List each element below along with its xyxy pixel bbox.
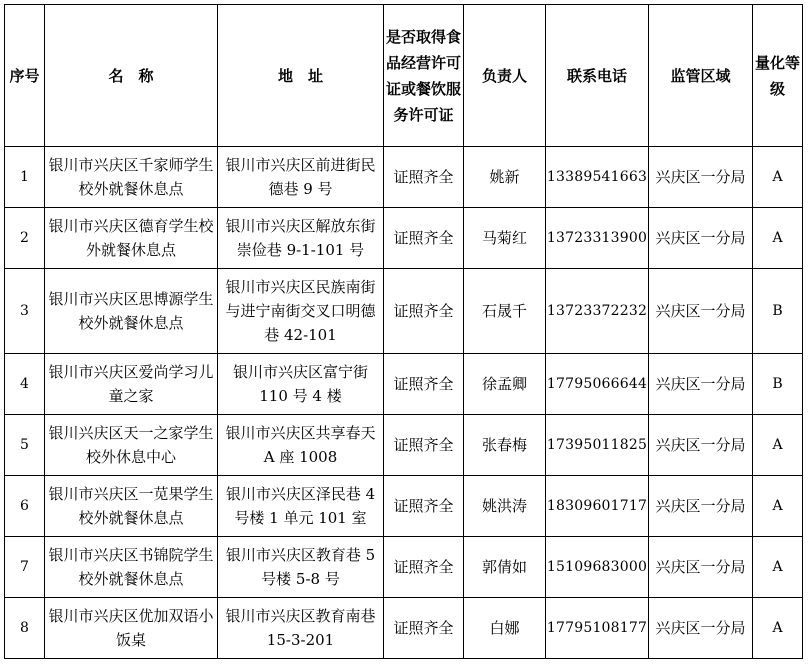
header-name: 名 称 — [45, 5, 218, 147]
cell-address: 银川市兴庆区泽民巷 4 号楼 1 单元 101 室 — [218, 476, 384, 537]
cell-person: 徐孟卿 — [464, 354, 546, 415]
cell-address: 银川市兴庆区教育巷 5 号楼 5-8 号 — [218, 537, 384, 598]
cell-phone: 17395011825 — [546, 415, 649, 476]
header-person: 负责人 — [464, 5, 546, 147]
cell-region: 兴庆区一分局 — [649, 476, 753, 537]
cell-license: 证照齐全 — [384, 354, 464, 415]
table-row — [5, 269, 803, 354]
header-index: 序号 — [5, 5, 45, 147]
cell-grade: A — [753, 415, 803, 476]
header-phone: 联系电话 — [546, 5, 649, 147]
cell-index: 6 — [5, 476, 45, 537]
cell-region: 兴庆区一分局 — [649, 147, 753, 208]
table-row — [5, 208, 803, 269]
cell-person: 姚新 — [464, 147, 546, 208]
cell-address: 银川市兴庆区解放东街崇俭巷 9-1-101 号 — [218, 208, 384, 269]
cell-license: 证照齐全 — [384, 269, 464, 354]
header-license — [384, 5, 464, 147]
cell-person: 郭倩如 — [464, 537, 546, 598]
table-row — [5, 354, 803, 415]
cell-license: 证照齐全 — [384, 537, 464, 598]
cell-grade: A — [753, 208, 803, 269]
cell-index: 5 — [5, 415, 45, 476]
cell-phone: 13723313900 — [546, 208, 649, 269]
cell-region: 兴庆区一分局 — [649, 354, 753, 415]
cell-index: 2 — [5, 208, 45, 269]
cell-name: 银川市兴庆区爱尚学习儿童之家 — [45, 354, 218, 415]
cell-name: 银川市兴庆区德育学生校外就餐休息点 — [45, 208, 218, 269]
cell-address: 银川市兴庆区前进街民德巷 9 号 — [218, 147, 384, 208]
cell-phone: 17795066644 — [546, 354, 649, 415]
table-row — [5, 415, 803, 476]
cell-grade: A — [753, 537, 803, 598]
cell-region: 兴庆区一分局 — [649, 537, 753, 598]
cell-person: 白娜 — [464, 598, 546, 659]
cell-grade: A — [753, 147, 803, 208]
cell-person: 姚洪涛 — [464, 476, 546, 537]
cell-phone: 13389541663 — [546, 147, 649, 208]
cell-address: 银川市兴庆区民族南街与进宁南街交叉口明德巷 42-101 — [218, 269, 384, 354]
cell-person: 马菊红 — [464, 208, 546, 269]
header-license-label: 是否取得食品经营许可证或餐饮服务许可证 — [385, 27, 461, 124]
cell-grade: B — [753, 354, 803, 415]
header-grade — [753, 5, 803, 147]
cell-index: 8 — [5, 598, 45, 659]
cell-name: 银川市兴庆区一苋果学生校外就餐休息点 — [45, 476, 218, 537]
cell-name: 银川市兴庆区千家师学生校外就餐休息点 — [45, 147, 218, 208]
cell-region: 兴庆区一分局 — [649, 269, 753, 354]
header-grade-label: 量化等级 — [754, 53, 800, 98]
header-region: 监管区域 — [649, 5, 753, 147]
cell-index: 1 — [5, 147, 45, 208]
cell-license: 证照齐全 — [384, 415, 464, 476]
cell-region: 兴庆区一分局 — [649, 415, 753, 476]
cell-address: 银川市兴庆区共享春天 A 座 1008 — [218, 415, 384, 476]
table-row — [5, 598, 803, 659]
cell-index: 7 — [5, 537, 45, 598]
cell-name: 银川市兴庆区优加双语小饭桌 — [45, 598, 218, 659]
cell-person: 石晟千 — [464, 269, 546, 354]
cell-license: 证照齐全 — [384, 476, 464, 537]
header-row — [5, 5, 803, 147]
licensed-venue-table — [4, 4, 803, 659]
cell-address: 银川市兴庆区教育南巷 15-3-201 — [218, 598, 384, 659]
header-address: 地 址 — [218, 5, 384, 147]
cell-name: 银川市兴庆区书锦院学生校外就餐休息点 — [45, 537, 218, 598]
table-row — [5, 147, 803, 208]
cell-name: 银川市兴庆区思博源学生校外就餐休息点 — [45, 269, 218, 354]
cell-grade: A — [753, 598, 803, 659]
cell-phone: 18309601717 — [546, 476, 649, 537]
cell-phone: 17795108177 — [546, 598, 649, 659]
table-row — [5, 476, 803, 537]
cell-license: 证照齐全 — [384, 598, 464, 659]
cell-person: 张春梅 — [464, 415, 546, 476]
cell-phone: 13723372232 — [546, 269, 649, 354]
table-row — [5, 537, 803, 598]
cell-index: 4 — [5, 354, 45, 415]
cell-index: 3 — [5, 269, 45, 354]
cell-region: 兴庆区一分局 — [649, 208, 753, 269]
cell-grade: A — [753, 476, 803, 537]
cell-name: 银川兴庆区天一之家学生校外休息中心 — [45, 415, 218, 476]
cell-license: 证照齐全 — [384, 147, 464, 208]
cell-address: 银川市兴庆区富宁街 110 号 4 楼 — [218, 354, 384, 415]
cell-region: 兴庆区一分局 — [649, 598, 753, 659]
cell-grade: B — [753, 269, 803, 354]
cell-license: 证照齐全 — [384, 208, 464, 269]
cell-phone: 15109683000 — [546, 537, 649, 598]
